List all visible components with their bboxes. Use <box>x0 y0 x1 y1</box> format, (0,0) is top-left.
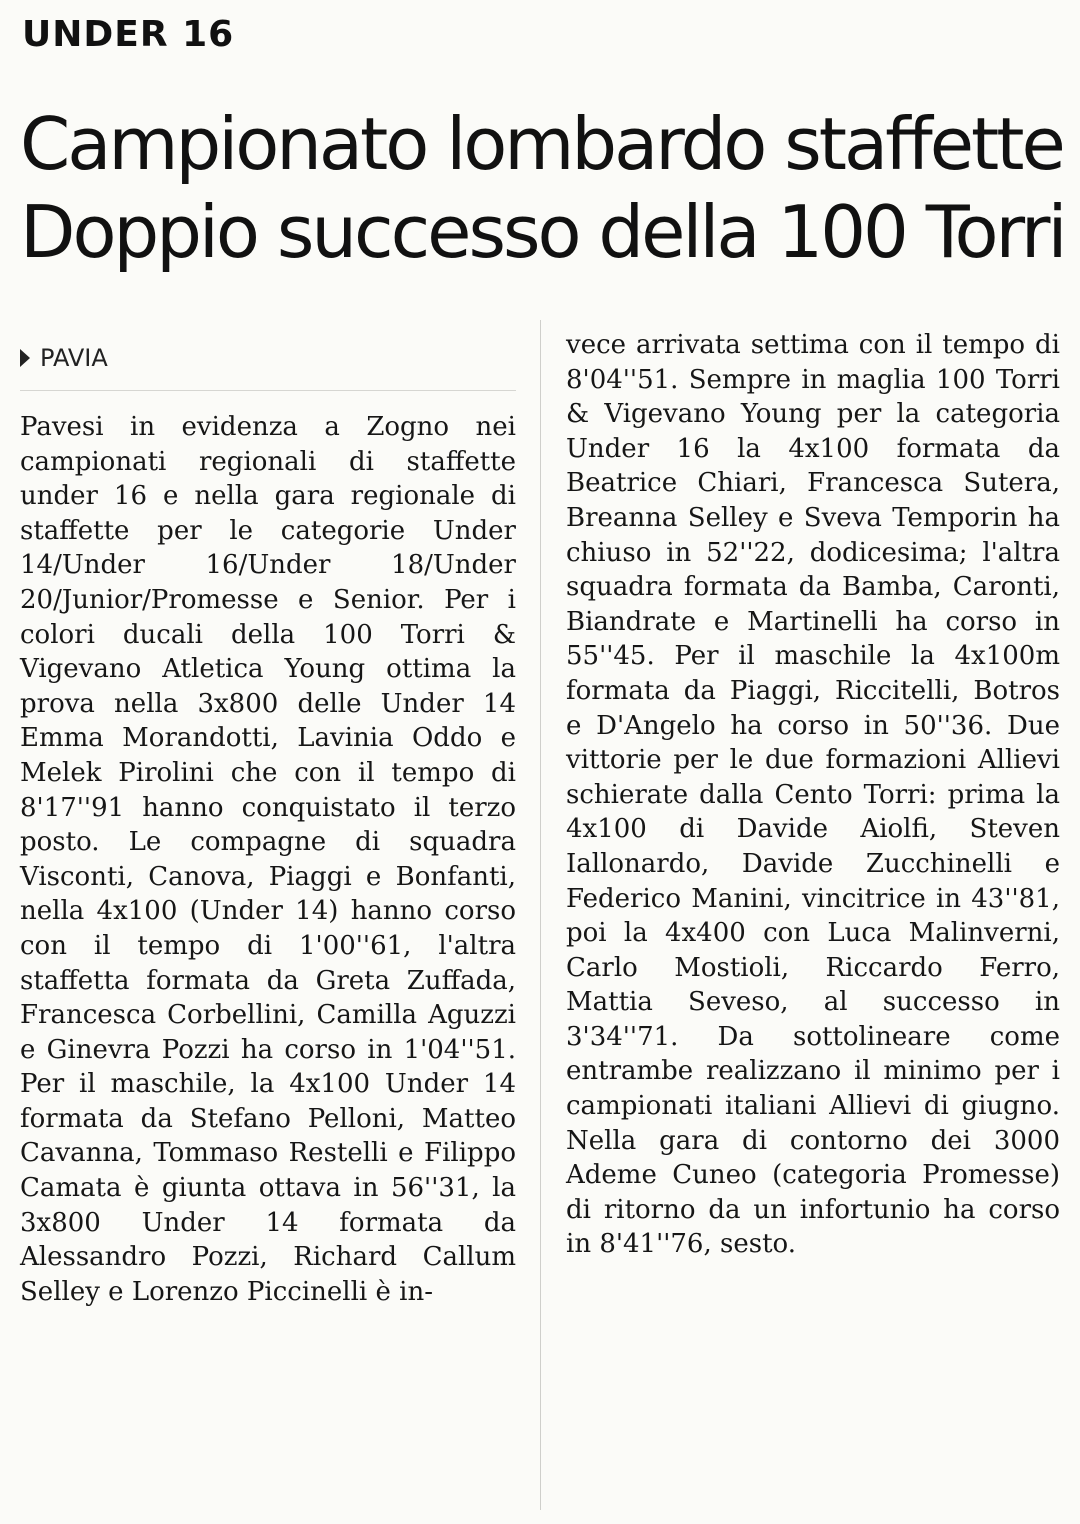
section-kicker: UNDER 16 <box>22 14 235 55</box>
dateline-rule <box>20 390 516 391</box>
article-column-left: Pavesi in evidenza a Zogno nei campionati regionali di staffette under 16 e nella gara regionale di staffette per le categorie Under 14/Under 16/Under 18/Under 20/Junior/Promesse e Senior. Per i colori ducali della 100 Torri & Vigevano Atletica Young ottima la prova nella 3x800 delle Under 14 Emma Morandotti, Lavinia Oddo e Melek Pirolini che con il tempo di 8'17''91 hanno conquistato il terzo posto. Le compagne di squadra Visconti, Canova, Piaggi e Bonfanti, nella 4x100 (Under 14) hanno corso con il tempo di 1'00''61, l'altra staffetta formata da Greta Zuffada, Francesca Corbellini, Camilla Aguzzi e Ginevra Pozzi ha corso in 1'04''51. Per il maschile, la 4x100 Under 14 formata da Stefano Pelloni, Matteo Cavanna, Tommaso Restelli e Filippo Camata è giunta ottava in 56''31, la 3x800 Under 14 formata da Alessandro Pozzi, Richard Callum Selley e Lorenzo Piccinelli è in- <box>20 412 516 1307</box>
dateline-label: PAVIA <box>40 344 108 372</box>
headline-line-2: Doppio successo della 100 Torri <box>20 190 1065 274</box>
article-column-right: vece arrivata settima con il tempo di 8'04''51. Sempre in maglia 100 Torri & Vigevano Young per la categoria Under 16 la 4x100 formata da Beatrice Chiari, Francesca Sutera, Breanna Selley e Sveva Temporin ha chiuso in 52''22, dodicesima; l'altra squadra formata da Bamba, Caronti, Biandrate e Martinelli ha corso in 55''45. Per il maschile la 4x100m formata da Piaggi, Riccitelli, Botros e D'Angelo ha corso in 50''36. Due vittorie per le due formazioni Allievi schierate dalla Cento Torri: prima la 4x100 di Davide Aiolfi, Steven Iallonardo, Davide Zucchinelli e Federico Manini, vincitrice in 43''81, poi la 4x400 con Luca Malinverni, Carlo Mostioli, Riccardo Ferro, Mattia Seveso, al successo in 3'34''71. Da sottolineare come entrambe realizzano il minimo per i campionati italiani Allievi di giugno. Nella gara di contorno dei 3000 Ademe Cuneo (categoria Promesse) di ritorno da un infortunio ha corso in 8'41''76, sesto. <box>566 330 1060 1260</box>
column-divider <box>540 320 541 1510</box>
triangle-marker-icon <box>20 349 30 367</box>
dateline <box>20 344 108 372</box>
headline <box>20 100 1065 276</box>
headline-line-1: Campionato lombardo staffette <box>20 102 1063 186</box>
